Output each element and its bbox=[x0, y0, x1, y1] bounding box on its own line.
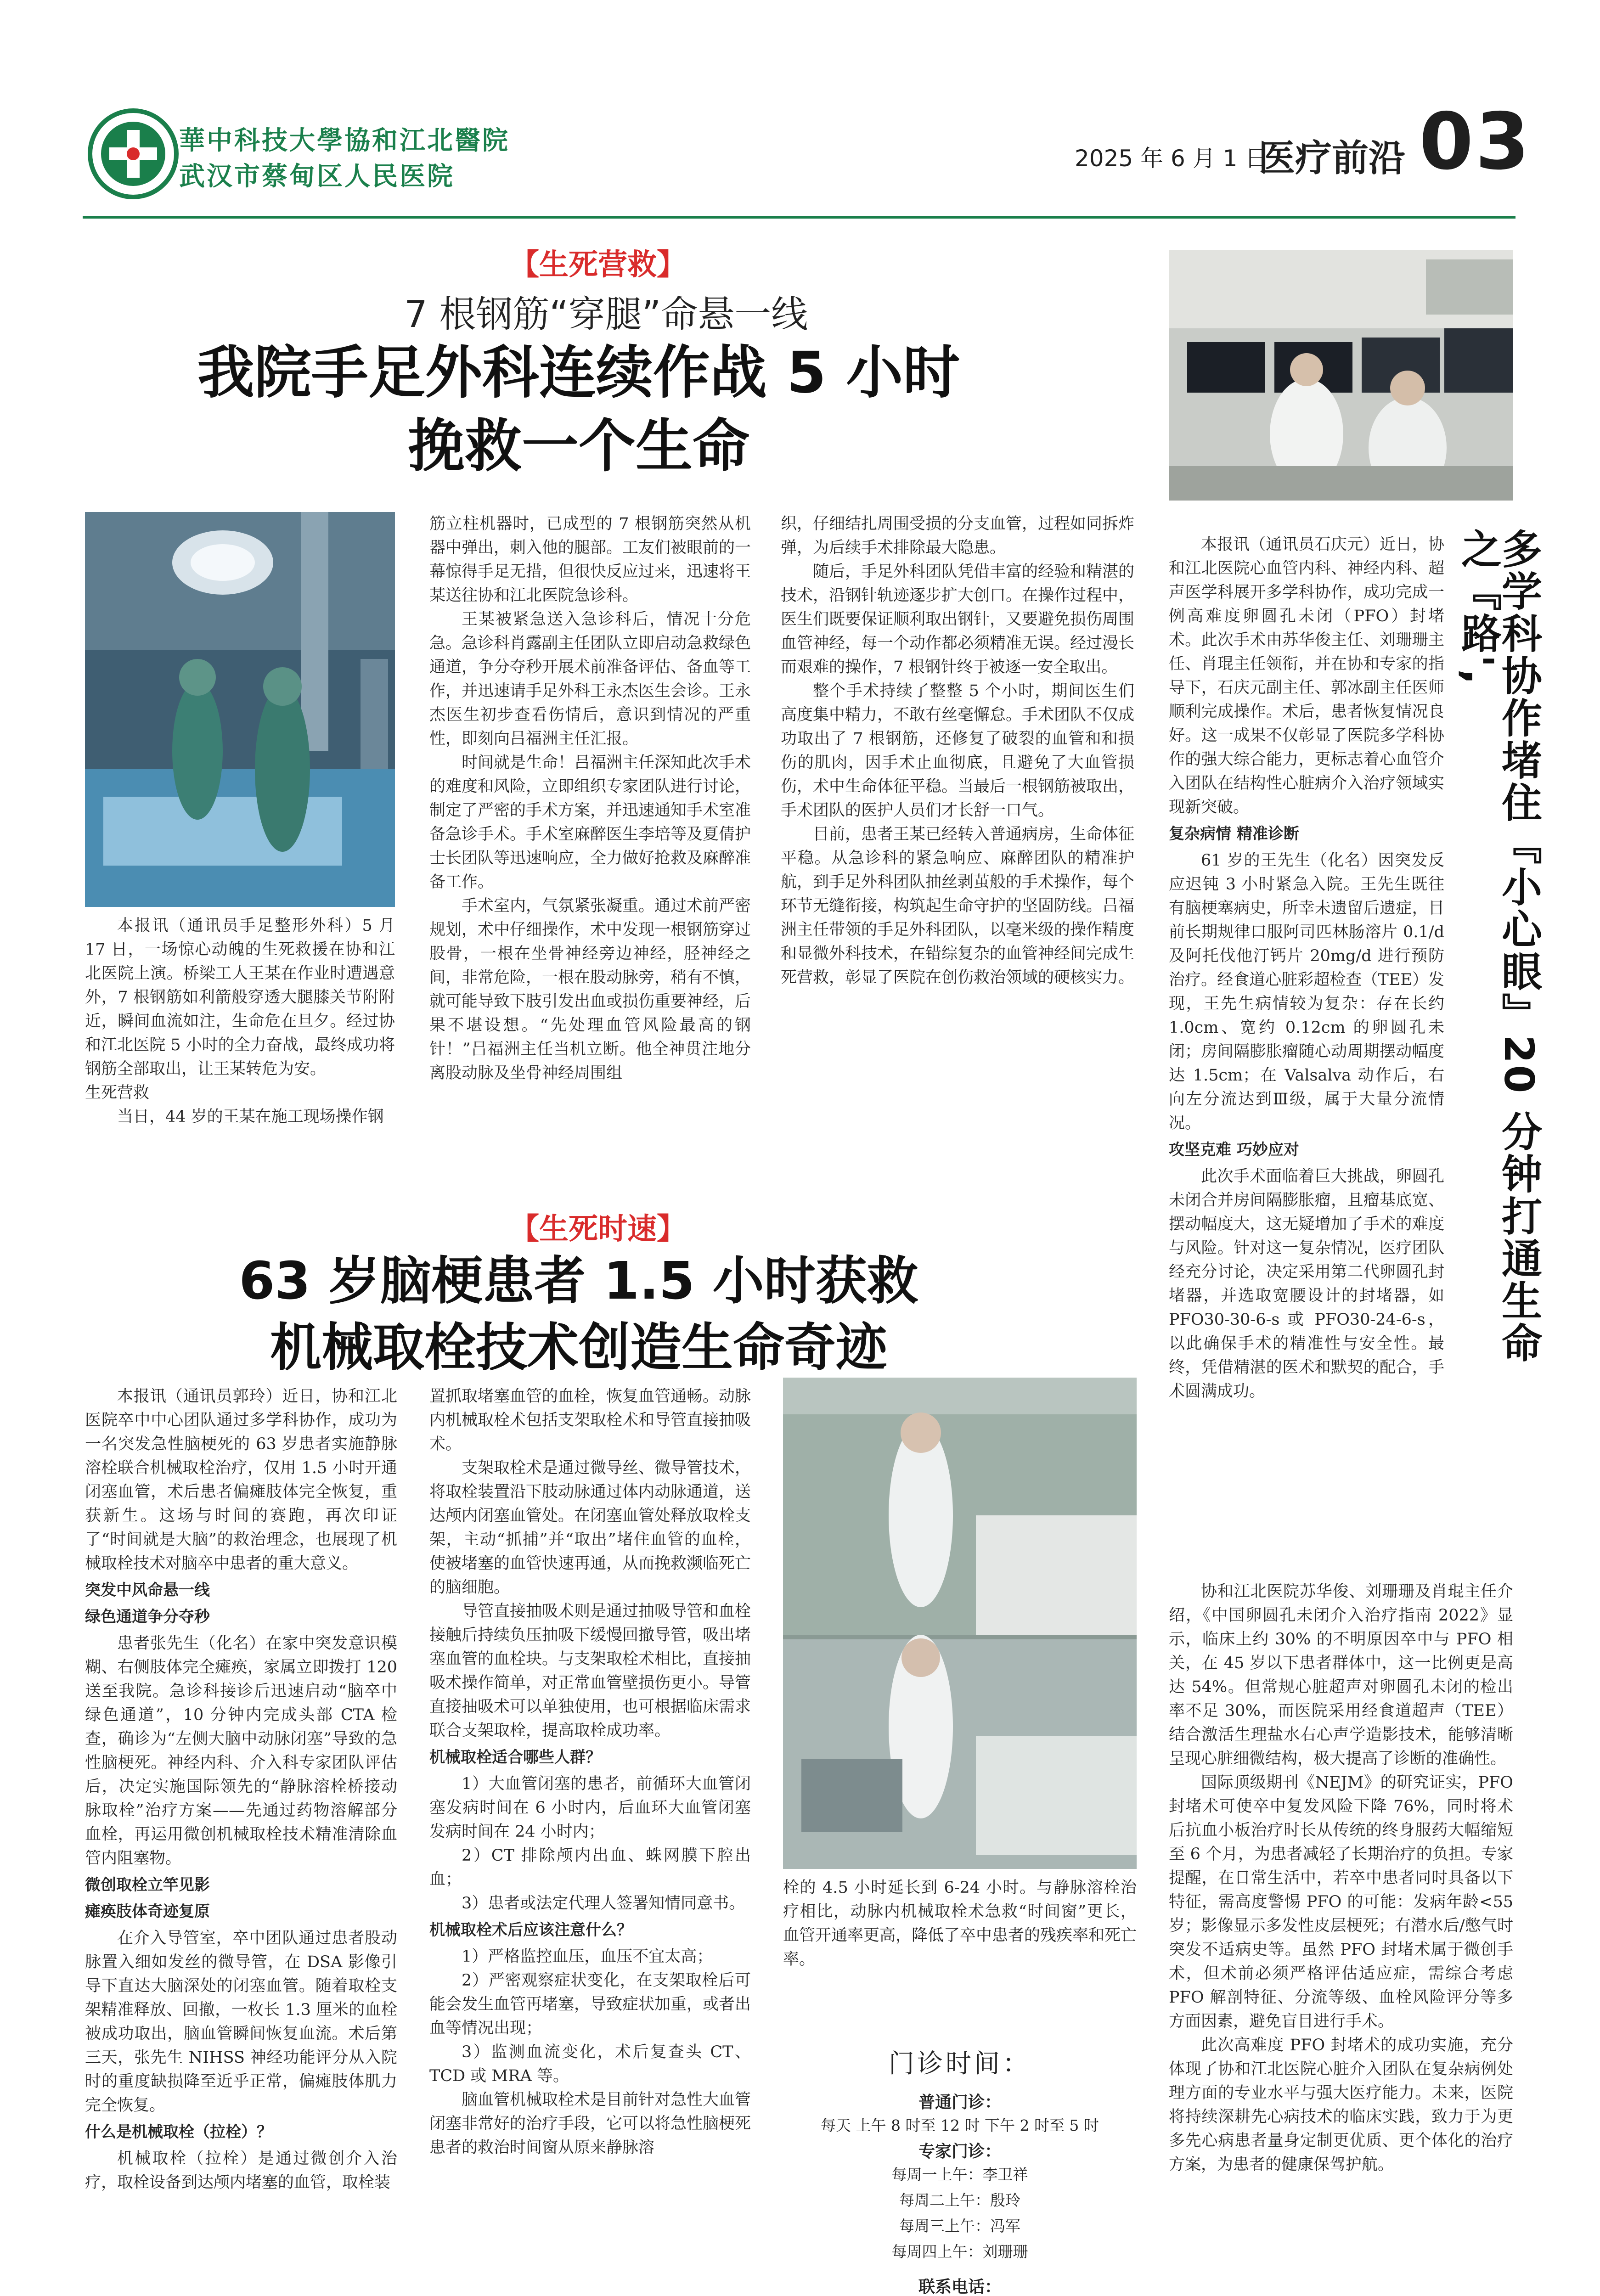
article2-subhead2: 绿色通道争分夺秒 bbox=[85, 1608, 210, 1626]
article2-col2 bbox=[429, 1384, 751, 2160]
article1-col2-para1: 筋立柱机器时，已成型的 7 根钢筋突然从机器中弹出，刺入他的腿部。工友们被眼前的一幕惊得手足无措，但很快反应过来，迅速将王某送往协和江北医院急诊科。 bbox=[429, 515, 751, 605]
expert-schedule-item: 每周一上午：李卫祥 bbox=[891, 2166, 1028, 2183]
article3-para3: 此次手术面临着巨大挑战，卵圆孔未闭合并房间隔膨胀瘤，且瘤基底宽、摆动幅度大，这无疑增加了手术的难度与风险。针对这一复杂情况，医疗团队经充分讨论，决定采用第二代卵圆孔封堵器，并选取宽腰设计的封堵器，如 PFO30-30-6-s 或 PFO30-24-6-s，以此确保手术的精准性与安全性。最终，凭借精湛的医术和默契的配合，手术圆满成功。 bbox=[1169, 1167, 1444, 1401]
article1-headline-line2: 挽救一个生命 bbox=[407, 413, 749, 479]
article2-tag: 【生死时速】 bbox=[510, 1212, 686, 1246]
article2-col2-item3: 3）患者或法定代理人签署知情同意书。 bbox=[462, 1894, 745, 1913]
article2-col2-item4: 1）严格监控血压，血压不宜太高； bbox=[462, 1947, 713, 1966]
article2-col1-para2: 患者张先生（化名）在家中突发意识模糊、右侧肢体完全瘫痪，家属立即拨打 120 送至我院。急诊科接诊后迅速启动“脑卒中绿色通道”，10 分钟内完成头部 CTA 检查，确诊为“左侧大脑中动脉闭塞”导致的急性脑梗死。神经内科、介入科专家团队评估后，决定实施国际领先的“静脉溶栓桥接动脉取栓”治疗方案——先通过药物溶解部分血栓，再运用微创机械取栓技术精准清除血管内阻塞物。 bbox=[85, 1634, 397, 1868]
surgery-photo bbox=[85, 512, 395, 907]
article2-col2-item1: 1）大血管闭塞的患者，前循环大血管闭塞发病时间在 6 小时内，后血环大血管闭塞发病时间在 24 小时内； bbox=[429, 1775, 751, 1841]
article2-col3 bbox=[783, 1876, 1137, 1971]
article2-subhead7: 机械取栓术后应该注意什么？ bbox=[429, 1921, 632, 1939]
hospital-name-line2: 武汉市蔡甸区人民医院 bbox=[179, 161, 455, 191]
article1-col2-para4: 手术室内，气氛紧张凝重。通过术前严密规划，术中仔细操作，术中发现一根钢筋穿过股骨，一根在坐骨神经旁边神经，胫神经之间，非常危险，一根在股动脉旁，稍有不慎，就可能导致下肢引发出血或损伤重要神经，后果不堪设想。“先处理血管风险最高的钢针！”吕福洲主任当机立断。他全神贯注地分离股动脉及坐骨神经周围组 bbox=[429, 897, 751, 1082]
article2-subhead4: 瘫痪肢体奇迹复原 bbox=[85, 1902, 210, 1921]
clinic-title: 门诊时间： bbox=[889, 2049, 1031, 2079]
expert-schedule-item: 每周三上午：冯军 bbox=[899, 2217, 1020, 2235]
article2-subhead5: 什么是机械取栓（拉栓）？ bbox=[85, 2123, 272, 2141]
article2-headline-line1: 63 岁脑梗患者 1.5 小时获救 bbox=[239, 1251, 918, 1311]
expert-schedule-item: 每周二上午：殷玲 bbox=[899, 2191, 1020, 2209]
article3-vertical-title: 多学科协作堵住『小心眼』20 分钟打通生命之『路', bbox=[1455, 528, 1543, 1365]
article2-subhead6: 机械取栓适合哪些人群？ bbox=[429, 1748, 601, 1767]
article1-col1 bbox=[85, 914, 395, 1129]
article2-col2-item2: 2）CT 排除颅内出血、蛛网膜下腔出血； bbox=[429, 1846, 751, 1889]
article3-subhead1: 复杂病情 精准诊断 bbox=[1169, 825, 1299, 843]
article3-para2: 61 岁的王先生（化名）因突发反应迟钝 3 小时紧急入院。王先生既往有脑梗塞病史，所幸未遗留后遗症，目前长期规律口服阿司匹林肠溶片 0.1/d 及阿托伐他汀钙片 20mg/d 进行预防治疗。经食道心脏彩超检查（TEE）发现，王先生病情较为复杂：存在长约 1.0cm、宽约 0.12cm 的卵圆孔未闭；房间隔膨胀瘤随心动周期摆动幅度达 1.5cm；在 Valsalva 动作后，右向左分流达到Ⅲ级，属于大量分流情况。 bbox=[1169, 851, 1444, 1132]
regular-clinic-hours: 每天 上午 8 时至 12 时 下午 2 时至 5 时 bbox=[821, 2116, 1099, 2134]
article3-col-top bbox=[1169, 533, 1444, 1403]
article1-col3-para3: 整个手术持续了整整 5 个小时，期间医生们高度集中精力，不敢有丝毫懈怠。手术团队不仅成功取出了 7 根钢筋，还修复了破裂的血管和和损伤的肌肉，因手术止血彻底，且避免了大血管损伤，术中生命体征平稳。当最后一根钢筋被取出，手术团队的医护人员们才长舒一口气。 bbox=[781, 682, 1135, 820]
article1-col2-para3: 时间就是生命！吕福洲主任深知此次手术的难度和风险，立即组织专家团队进行讨论，制定了严密的手术方案，并迅速通知手术室准备急诊手术。手术室麻醉医生李培等及夏倩护士长团队等迅速响应，全力做好抢救及麻醉准备工作。 bbox=[429, 754, 751, 891]
article3-subhead2: 攻坚克难 巧妙应对 bbox=[1169, 1141, 1299, 1159]
article2-col1-para3: 在介入导管室，卒中团队通过患者股动脉置入细如发丝的微导管，在 DSA 影像引导下直达大脑深处的闭塞血管。随着取栓支架精准释放、回撤，一枚长 1.3 厘米的血栓被成功取出，脑血管瞬间恢复血流。术后第三天，张先生 NIHSS 神经功能评分从入院时的重度缺损降至近乎正常，偏瘫肢体肌力完全恢复。 bbox=[85, 1929, 397, 2115]
hospital-name-line1: 華中科技大學協和江北醫院 bbox=[179, 125, 510, 156]
article2-col3-para1: 栓的 4.5 小时延长到 6-24 小时。与静脉溶栓治疗相比，动脉内机械取栓术急救“时间窗”更长，血管开通率更高，降低了卒中患者的残疾率和死亡率。 bbox=[783, 1879, 1137, 1969]
article1-tag: 【生死营救】 bbox=[510, 248, 686, 282]
article3-para4: 协和江北医院苏华俊、刘珊珊及肖琨主任介绍，《中国卵圆孔未闭介入治疗指南 2022》显示，临床上约 30% 的不明原因卒中与 PFO 相关，在 45 岁以下患者群体中，这一比例更是高达 54%。但常规心脏超声对卵圆孔未闭的检出率不足 30%，而医院采用经食道超声（TEE）结合激活生理盐水右心声学造影技术，能够清晰呈现心脏细微结构，极大提高了诊断的准确性。 bbox=[1169, 1582, 1513, 1768]
page-number: 03 bbox=[1419, 96, 1532, 187]
article2-col1-para1: 本报讯（通讯员郭玲）近日，协和江北医院卒中中心团队通过多学科协作，成功为一名突发急性脑梗死的 63 岁患者实施静脉溶栓联合机械取栓治疗，仅用 1.5 小时开通闭塞血管，术后患者偏瘫肢体完全恢复，重获新生。这场与时间的赛跑，再次印证了“时间就是大脑”的救治理念，也展现了机械取栓技术对脑卒中患者的重大意义。 bbox=[85, 1387, 397, 1573]
article1-subhead: 7 根钢筋“穿腿”命悬一线 bbox=[404, 293, 808, 336]
expert-clinic-label: 专家门诊： bbox=[918, 2142, 1001, 2161]
article2-col2-para2: 支架取栓术是通过微导丝、微导管技术，将取栓装置沿下肢动脉通过体内动脉通道，送达颅内闭塞血管处。在闭塞血管处释放取栓支架，主动“抓捕”并“取出”堵住血管的血栓，使被堵塞的血管快速再通，从而挽救濒临死亡的脑细胞。 bbox=[429, 1459, 751, 1597]
article2-col1-para4: 机械取栓（拉栓）是通过微创介入治疗，取栓设备到达颅内堵塞的血管，取栓装 bbox=[85, 2150, 397, 2192]
article1-col3-para1: 织，仔细结扎周围受损的分支血管，过程如同拆炸弹，为后续手术排除最大隐患。 bbox=[781, 515, 1135, 557]
article1-col2-para2: 王某被紧急送入急诊科后，情况十分危急。急诊科肖露副主任团队立即启动急救绿色通道，争分夺秒开展术前准备评估、备血等工作，并迅速请手足外科王永杰医生会诊。王永杰医生初步查看伤情后，意识到情况的严重性，即刻向吕福洲主任汇报。 bbox=[429, 610, 751, 748]
article1-col3-para2: 随后，手足外科团队凭借丰富的经验和精湛的技术，沿钢针轨迹逐步扩大创口。在操作过程中，医生们既要保证顺利取出钢针，又要避免损伤周围血管神经，每一个动作都必须精准无误。经过漫长而艰难的操作，7 根钢针终于被逐一安全取出。 bbox=[781, 563, 1135, 676]
issue-date: 2025 年 6 月 1 日 bbox=[1075, 145, 1268, 172]
hospital-logo bbox=[87, 108, 179, 200]
article2-col2-para4: 脑血管机械取栓术是目前针对急性大血管闭塞非常好的治疗手段，它可以将急性脑梗死患者的救治时间窗从原来静脉溶 bbox=[429, 2091, 751, 2157]
article1-col3 bbox=[781, 512, 1134, 990]
article1-col1-para3: 当日，44 岁的王某在施工现场操作钢 bbox=[117, 1108, 384, 1126]
section-name: 医疗前沿 bbox=[1258, 136, 1405, 180]
regular-clinic-label: 普通门诊： bbox=[918, 2093, 1001, 2112]
article1-col1-para2: 生死营救 bbox=[85, 1084, 150, 1102]
article1-col3-para4: 目前，患者王某已经转入普通病房，生命体征平稳。从急诊科的紧急响应、麻醉团队的精准护航，到手足外科团队抽丝剥茧般的手术操作，每个环节无缝衔接，构筑起生命守护的坚固防线。吕福洲主任带领的手足外科团队，以毫米级的操作精度和显微外科技术，在错综复杂的血管神经间完成生死营救，彰显了医院在创伤救治领域的硬核实力。 bbox=[781, 825, 1135, 987]
article2-headline-line2: 机械取栓技术创造生命奇迹 bbox=[270, 1318, 887, 1378]
article1-headline-line1: 我院手足外科连续作战 5 小时 bbox=[197, 340, 960, 406]
article2-col1 bbox=[85, 1384, 397, 2195]
article1-col2 bbox=[429, 512, 751, 1085]
header-rule bbox=[83, 216, 1515, 219]
clinic-hours-box bbox=[783, 2043, 1137, 2296]
article2-col2-item5: 2）严密观察症状变化，在支架取栓后可能会发生血管再堵塞，导致症状加重，或者出血等情况出现； bbox=[429, 1971, 751, 2037]
article2-col2-para1: 置抓取堵塞血管的血栓，恢复血管通畅。动脉内机械取栓术包括支架取栓术和导管直接抽吸术。 bbox=[429, 1387, 751, 1453]
article2-subhead1: 突发中风命悬一线 bbox=[85, 1581, 210, 1599]
article2-col2-item6: 3）监测血流变化，术后复查头 CT、TCD 或 MRA 等。 bbox=[429, 2043, 751, 2085]
article3-para1: 本报讯（通讯员石庆元）近日，协和江北医院心血管内科、神经内科、超声医学科展开多学科协作，成功完成一例高难度卵圆孔未闭（PFO）封堵术。此次手术由苏华俊主任、刘珊珊主任、肖琨主任领衔，并在协和专家的指导下，石庆元副主任、郭冰副主任医师顺利完成操作。术后，患者恢复情况良好。这一成果不仅彰显了医院多学科协作的强大综合能力，更标志着心血管介入团队在结构性心脏病介入治疗领域实现新突破。 bbox=[1169, 535, 1444, 816]
expert-schedule-item: 每周四上午：刘珊珊 bbox=[891, 2243, 1028, 2261]
article3-para6: 此次高难度 PFO 封堵术的成功实施，充分体现了协和江北医院心脏介入团队在复杂病例处理方面的专业水平与强大医疗能力。未来，医院将持续深耕先心病技术的临床实践，致力于为更多先心病患者量身定制更优质、更个体化的治疗方案，为患者的健康保驾护航。 bbox=[1169, 2036, 1513, 2174]
phone-label: 联系电话： bbox=[918, 2277, 1001, 2296]
article2-subhead3: 微创取栓立竿见影 bbox=[85, 1876, 210, 1894]
article1-col1-para1: 本报讯（通讯员手足整形外科）5 月 17 日，一场惊心动魄的生死救援在协和江北医院上演。桥梁工人王某在作业时遭遇意外，7 根钢筋如利箭般穿透大腿膝关节附附近，瞬间血流如注，生命危在旦夕。经过协和江北医院 5 小时的全力奋战，最终成功将钢筋全部取出，让王某转危为安。 bbox=[85, 917, 395, 1078]
article3-col-bottom bbox=[1169, 1580, 1513, 2177]
cath-lab-photo bbox=[1169, 250, 1513, 501]
article2-col2-para3: 导管直接抽吸术则是通过抽吸导管和血栓接触后持续负压抽吸下缓慢回撤导管，吸出堵塞血管的血栓块。与支架取栓术相比，直接抽吸术操作简单，对正常血管壁损伤更小。导管直接抽吸术可以单独使用，也可根据临床需求联合支架取栓，提高取栓成功率。 bbox=[429, 1602, 751, 1740]
ward-photo bbox=[783, 1378, 1137, 1869]
article3-para5: 国际顶级期刊《NEJM》的研究证实，PFO 封堵术可使卒中复发风险下降 76%，同时将术后抗血小板治疗时长从传统的终身服药大幅缩短至 6 个月，为患者减轻了长期治疗的负担。专家提醒，在日常生活中，若卒中患者同时具备以下特征，需高度警惕 PFO 的可能：发病年龄<55 岁；影像显示多发性皮层梗死；有潜水后/憋气时突发不适病史等。虽然 PFO 封堵术属于微创手术，但术前必须严格评估适应症，需综合考虑 PFO 解剖特征、分流等级、血栓风险评分等多方面因素，避免盲目进行手术。 bbox=[1169, 1773, 1513, 2031]
